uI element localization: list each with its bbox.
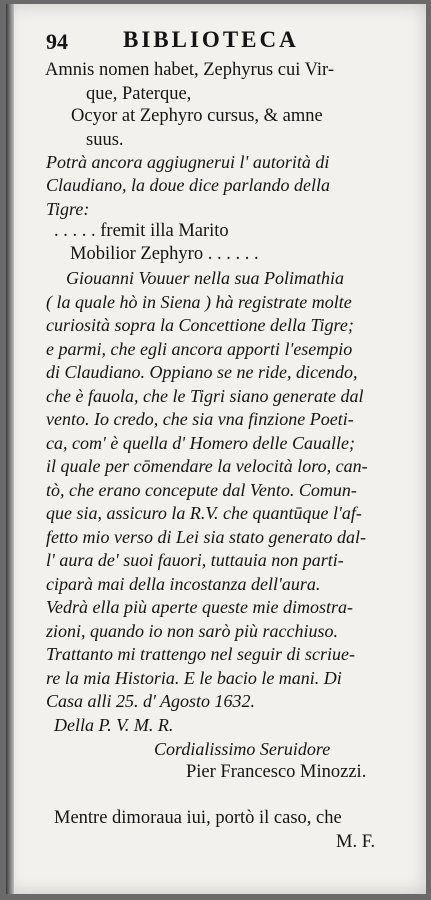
text-line: zioni, quando io non sarò più racchiuso.: [46, 621, 339, 641]
verse-line: Mobilior Zephyro . . . . . .: [70, 244, 259, 264]
text-line: tò, che erano concepute dal Vento. Comun-: [46, 480, 357, 500]
book-page: [6, 4, 426, 894]
text-line: curiosità sopra la Concettione della Tigre;: [46, 315, 354, 335]
text-line: Potrà ancora aggiugnerui l' autorità di: [46, 152, 330, 172]
text-line: Trattanto mi trattengo nel seguir di scriue-: [46, 644, 355, 664]
verse-line: . . . . . fremit illa Marito: [54, 221, 229, 241]
text-line: Casa alli 25. d' Agosto 1632.: [46, 691, 256, 711]
closing-salutation: Della P. V. M. R.: [54, 715, 174, 735]
text-line: Tigre:: [46, 199, 90, 219]
text-line: re la mia Historia. E le bacio le mani. Di: [46, 668, 342, 688]
text-line: vento. Io credo, che sia vna finzione Poeti-: [46, 409, 354, 429]
binding-gutter: [6, 4, 14, 894]
closing-signature: Pier Francesco Minozzi.: [186, 762, 367, 782]
text-line: ciparà mai della incostanza dell'aura.: [46, 574, 321, 594]
text-line: ca, com' è quella d' Homero delle Caualle;: [46, 433, 355, 453]
text-line: ( la quale hò in Siena ) hà registrate molte: [46, 292, 352, 312]
continuation-line: Mentre dimoraua iui, portò il caso, che: [54, 808, 342, 828]
text-line: Giouanni Vouuer nella sua Polimathia: [66, 268, 344, 288]
text-line: che è fauola, che le Tigri siano generate dal: [46, 386, 364, 406]
signature-mark: M. F.: [336, 832, 376, 852]
text-line: il quale per cōmendare la velocità loro, can-: [46, 456, 368, 476]
text-line: Vedrà ella più aperte queste mie dimostra-: [46, 597, 353, 617]
page-number: 94: [46, 29, 68, 54]
text-line: que sia, assicuro la R.V. che quantūque l'af-: [46, 503, 362, 523]
text-line: e parmi, che egli ancora apporti l'esempio: [46, 339, 353, 359]
text-line: fetto mio verso di Lei sia stato generato dal-: [46, 527, 366, 547]
verse-line: Amnis nomen habet, Zephyrus cui Vir-: [45, 60, 334, 80]
text-line: di Claudiano. Oppiano se ne ride, dicendo,: [46, 362, 358, 382]
text-line: Claudiano, la doue dice parlando della: [46, 175, 330, 195]
closing-signoff: Cordialissimo Seruidore: [154, 739, 331, 759]
verse-line: Ocyor at Zephyro cursus, & amne: [71, 106, 323, 126]
verse-line: que, Paterque,: [86, 84, 192, 104]
text-line: l' aura de' suoi fauori, tuttauia non parti-: [46, 550, 344, 570]
verse-line: suus.: [86, 130, 124, 150]
running-title: BIBLIOTECA: [123, 27, 299, 52]
